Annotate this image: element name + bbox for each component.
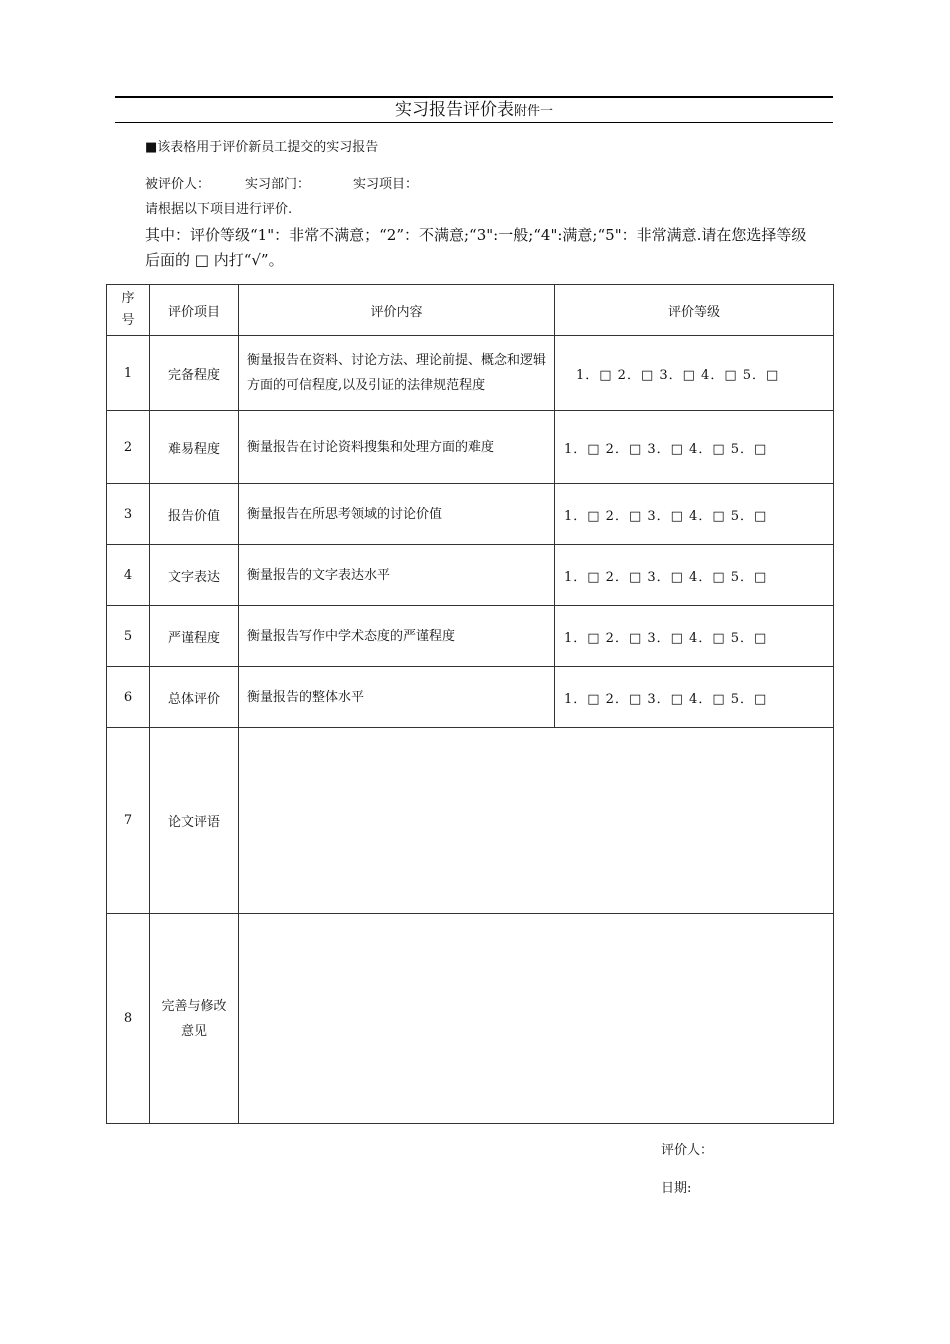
grade-scale-text: 其中：评价等级“1"：非常不满意；“2”：不满意;“3":一般;“4":满意;“5"：非常满意.请在您选择等级后面的 □ 内打“√”。 (145, 226, 807, 269)
header-content: 评价内容 (239, 285, 555, 336)
row-grade-options[interactable]: 1．□ 2．□ 3．□ 4．□ 5．□ (555, 667, 834, 728)
row-content: 衡量报告写作中学术态度的严谨程度 (239, 606, 555, 667)
row-grade-options[interactable]: 1．□ 2．□ 3．□ 4．□ 5．□ (555, 411, 834, 484)
row-item: 论文评语 (150, 728, 239, 914)
instruction-text: 请根据以下项目进行评价. (145, 202, 293, 217)
row-grade-options[interactable]: 1．□ 2．□ 3．□ 4．□ 5．□ (555, 484, 834, 545)
evaluatee-label: 被评价人： (145, 177, 211, 192)
evaluator-signature-label: 评价人： (661, 1143, 714, 1158)
row-no: 2 (107, 411, 150, 484)
row-no: 3 (107, 484, 150, 545)
row-item: 报告价值 (150, 484, 239, 545)
table-row (107, 484, 834, 545)
row-no: 6 (107, 667, 150, 728)
suggestion-row (107, 914, 834, 1124)
title-suffix: 附件一 (513, 104, 553, 119)
row-content: 衡量报告在资料、讨论方法、理论前提、概念和逻辑方面的可信程度,以及引证的法律规范程度 (239, 336, 555, 411)
table-row (107, 336, 834, 411)
row-grade-options[interactable]: 1．□ 2．□ 3．□ 4．□ 5．□ (555, 545, 834, 606)
row-item: 严谨程度 (150, 606, 239, 667)
row-no: 4 (107, 545, 150, 606)
evaluation-table (106, 284, 834, 1124)
table-row (107, 545, 834, 606)
comment-row (107, 728, 834, 914)
row-content: 衡量报告的文字表达水平 (239, 545, 555, 606)
header-no: 序号 (107, 285, 150, 336)
row-item: 完善与修改意见 (150, 914, 239, 1124)
row-item: 总体评价 (150, 667, 239, 728)
row-grade-options[interactable]: 1．□ 2．□ 3．□ 4．□ 5．□ (555, 606, 834, 667)
comment-field[interactable] (239, 728, 834, 914)
row-item: 文字表达 (150, 545, 239, 606)
row-content: 衡量报告的整体水平 (239, 667, 555, 728)
table-row (107, 667, 834, 728)
form-note: ■该表格用于评价新员工提交的实习报告 (145, 140, 379, 155)
row-grade-options[interactable]: 1．□ 2．□ 3．□ 4．□ 5．□ (555, 336, 834, 411)
row-no: 8 (107, 914, 150, 1124)
row-content: 衡量报告在所思考领域的讨论价值 (239, 484, 555, 545)
row-no: 7 (107, 728, 150, 914)
row-no: 5 (107, 606, 150, 667)
page-title (115, 98, 833, 124)
table-row (107, 606, 834, 667)
meta-line (145, 176, 418, 194)
header-item: 评价项目 (150, 285, 239, 336)
department-label: 实习部门： (245, 177, 311, 192)
title-main: 实习报告评价表 (394, 100, 514, 120)
project-label: 实习项目： (353, 177, 419, 192)
table-header-row (107, 285, 834, 336)
header-grade: 评价等级 (555, 285, 834, 336)
table-row (107, 411, 834, 484)
row-content: 衡量报告在讨论资料搜集和处理方面的难度 (239, 411, 555, 484)
row-no: 1 (107, 336, 150, 411)
suggestion-field[interactable] (239, 914, 834, 1124)
row-item: 难易程度 (150, 411, 239, 484)
title-rule-bottom (115, 122, 833, 123)
date-label: 日期: (661, 1181, 692, 1196)
row-item: 完备程度 (150, 336, 239, 411)
